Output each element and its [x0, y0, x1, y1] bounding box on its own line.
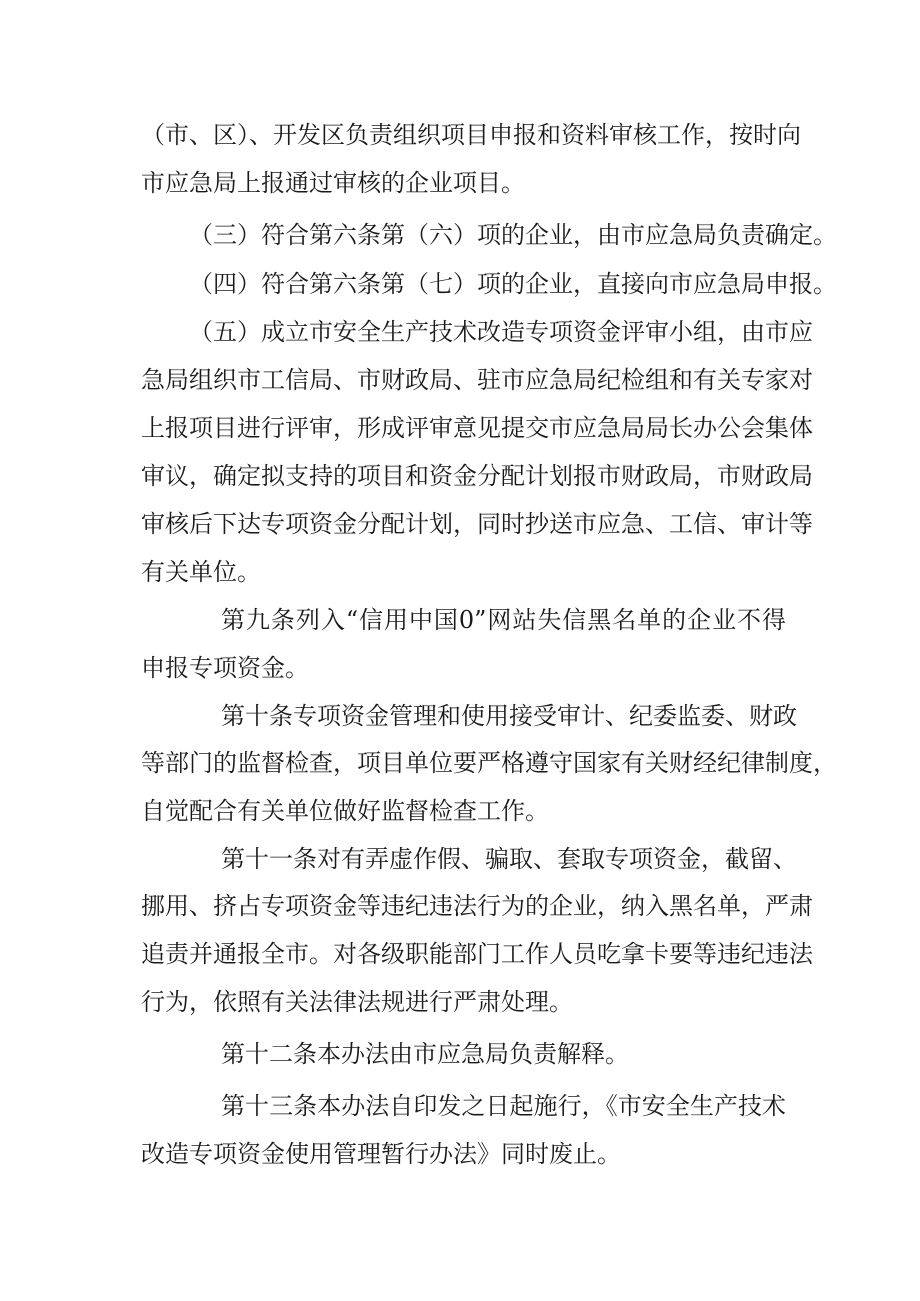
text-line: （市、区）、开发区负责组织项目申报和资料审核工作，按时向 [141, 121, 801, 149]
text-line: （五）成立市安全生产技术改造专项资金评审小组，由市应 [189, 318, 813, 346]
text-line: 第十三条本办法自印发之日起施行，《市安全生产技术 [221, 1092, 786, 1120]
text-line: 市应急局上报通过审核的企业项目。 [141, 169, 525, 197]
text-line: 挪用、挤占专项资金等违纪违法行为的企业，纳入黑名单，严肃 [141, 892, 813, 920]
text-line: 追责并通报全市。对各级职能部门工作人员吃拿卡要等违纪违法 [141, 940, 813, 968]
text-line: （三）符合第六条第（六）项的企业，由市应急局负责确定。 [189, 221, 837, 249]
text-line: 自觉配合有关单位做好监督检查工作。 [141, 797, 549, 825]
text-line: 审议，确定拟支持的项目和资金分配计划报市财政局，市财政局 [141, 462, 813, 490]
text-line: 改造专项资金使用管理暂行办法》同时废止。 [141, 1140, 621, 1168]
text-line: 第十二条本办法由市应急局负责解释。 [221, 1040, 629, 1068]
text-line: （四）符合第六条第（七）项的企业，直接向市应急局申报。 [189, 270, 837, 298]
text-line: 等部门的监督检查，项目单位要严格遵守国家有关财经纪律制度， [141, 749, 837, 777]
text-line: 第九条列入“信用中国0”网站失信黑名单的企业不得 [221, 606, 786, 634]
text-line: 第十条专项资金管理和使用接受审计、纪委监委、财政 [221, 702, 797, 730]
text-line: 申报专项资金。 [141, 654, 309, 682]
text-line: 有关单位。 [141, 558, 261, 586]
text-line: 审核后下达专项资金分配计划，同时抄送市应急、工信、审计等 [141, 510, 813, 538]
text-line: 上报项目进行评审，形成评审意见提交市应急局局长办公会集体 [141, 414, 813, 442]
text-line: 第十一条对有弄虚作假、骗取、套取专项资金，截留、 [221, 845, 797, 873]
text-line: 行为，依照有关法律法规进行严肃处理。 [141, 988, 573, 1016]
text-line: 急局组织市工信局、市财政局、驻市应急局纪检组和有关专家对 [141, 366, 813, 394]
